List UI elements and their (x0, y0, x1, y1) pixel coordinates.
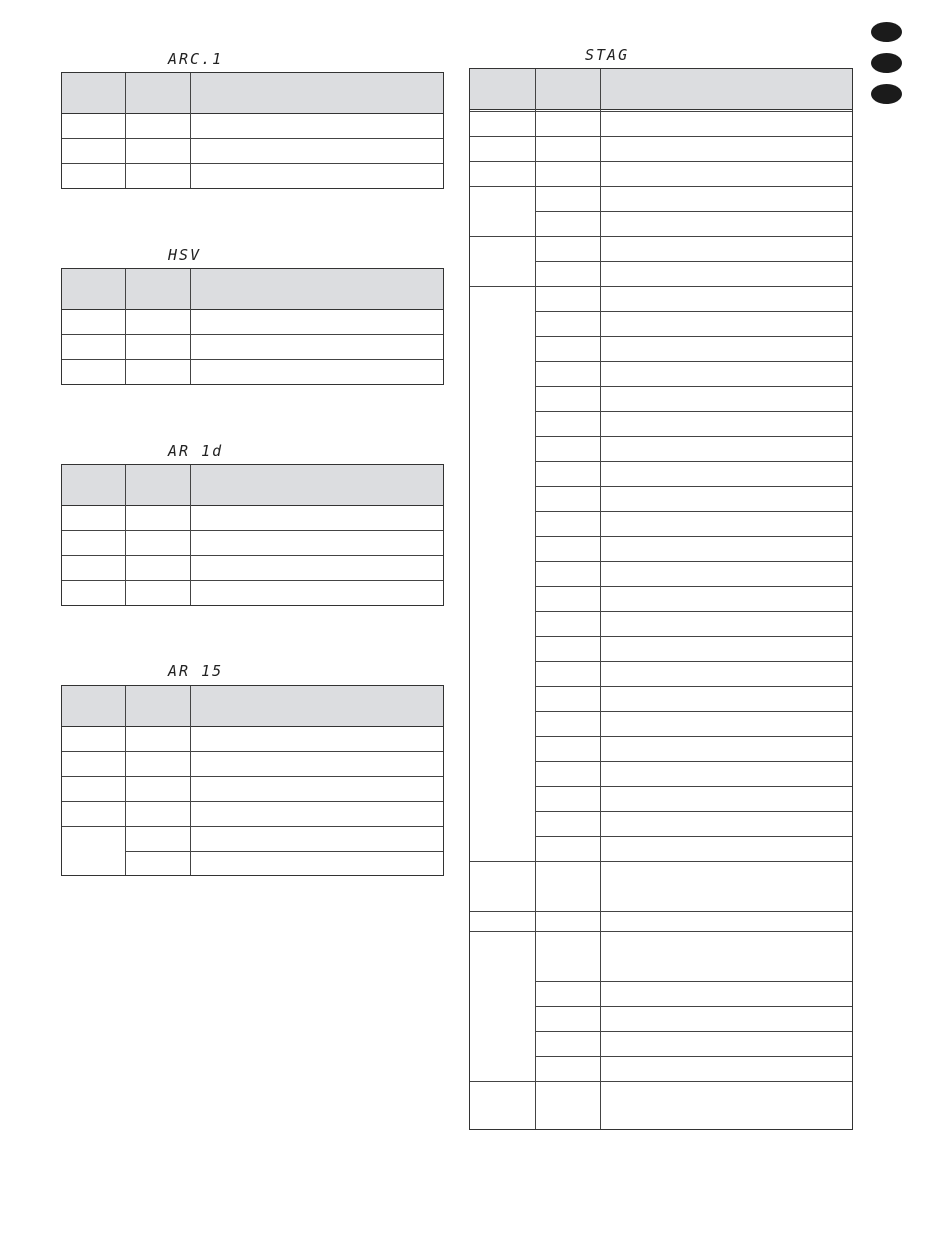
table-ar15 (61, 685, 444, 876)
table-row (535, 786, 852, 787)
table-row (62, 801, 443, 802)
table-row (535, 211, 852, 212)
column-divider (535, 69, 536, 1129)
table-hsv (61, 268, 444, 385)
table-row (535, 486, 852, 487)
table-row (62, 580, 443, 581)
table-row (62, 334, 443, 335)
table-row (535, 761, 852, 762)
table-row (535, 386, 852, 387)
table-row (470, 136, 852, 137)
table-row (62, 751, 443, 752)
table-row (470, 286, 852, 287)
column-divider (125, 686, 126, 875)
column-divider (190, 465, 191, 605)
table-row (125, 851, 443, 852)
table-row (535, 611, 852, 612)
table-row (535, 836, 852, 837)
table-row (535, 311, 852, 312)
table-header (62, 686, 443, 727)
display-code-hsv: HSV (168, 246, 202, 264)
table-row (470, 931, 852, 932)
table-row (535, 1006, 852, 1007)
table-row (535, 736, 852, 737)
table-row (470, 1081, 852, 1082)
table-row (535, 811, 852, 812)
display-code-ar15: AR 15 (168, 662, 224, 680)
table-row (535, 511, 852, 512)
table-row (535, 536, 852, 537)
table-header (470, 69, 852, 110)
table-row (535, 1056, 852, 1057)
table-ar1d (61, 464, 444, 606)
table-header (62, 73, 443, 114)
table-row (535, 661, 852, 662)
table-header (62, 269, 443, 310)
table-row (470, 236, 852, 237)
table-row (62, 163, 443, 164)
column-divider (125, 269, 126, 384)
table-row (62, 138, 443, 139)
column-divider (600, 69, 601, 1129)
language-dot-icon (871, 84, 902, 104)
table-row (535, 361, 852, 362)
column-divider (125, 465, 126, 605)
table-row (470, 911, 852, 912)
table-arc1 (61, 72, 444, 189)
table-row (535, 686, 852, 687)
table-row (470, 161, 852, 162)
table-row (535, 436, 852, 437)
table-row (535, 1031, 852, 1032)
table-row (535, 636, 852, 637)
language-dot-icon (871, 53, 902, 73)
display-code-arc1: ARC.1 (168, 50, 224, 68)
table-row (470, 186, 852, 187)
table-row (62, 826, 443, 827)
table-row (62, 530, 443, 531)
display-code-stag: STAG (585, 46, 630, 64)
column-divider (190, 269, 191, 384)
table-row (470, 861, 852, 862)
display-code-ar1d: AR 1d (168, 442, 224, 460)
table-stag (469, 68, 853, 1130)
table-row (470, 111, 852, 112)
table-row (62, 359, 443, 360)
table-row (535, 411, 852, 412)
table-row (535, 336, 852, 337)
table-row (535, 561, 852, 562)
column-divider (190, 686, 191, 875)
table-header (62, 465, 443, 506)
table-row (62, 776, 443, 777)
table-row (535, 586, 852, 587)
table-row (535, 261, 852, 262)
table-row (535, 981, 852, 982)
table-row (535, 711, 852, 712)
table-row (62, 555, 443, 556)
table-row (535, 461, 852, 462)
language-dot-icon (871, 22, 902, 42)
column-divider (190, 73, 191, 188)
column-divider (125, 73, 126, 188)
